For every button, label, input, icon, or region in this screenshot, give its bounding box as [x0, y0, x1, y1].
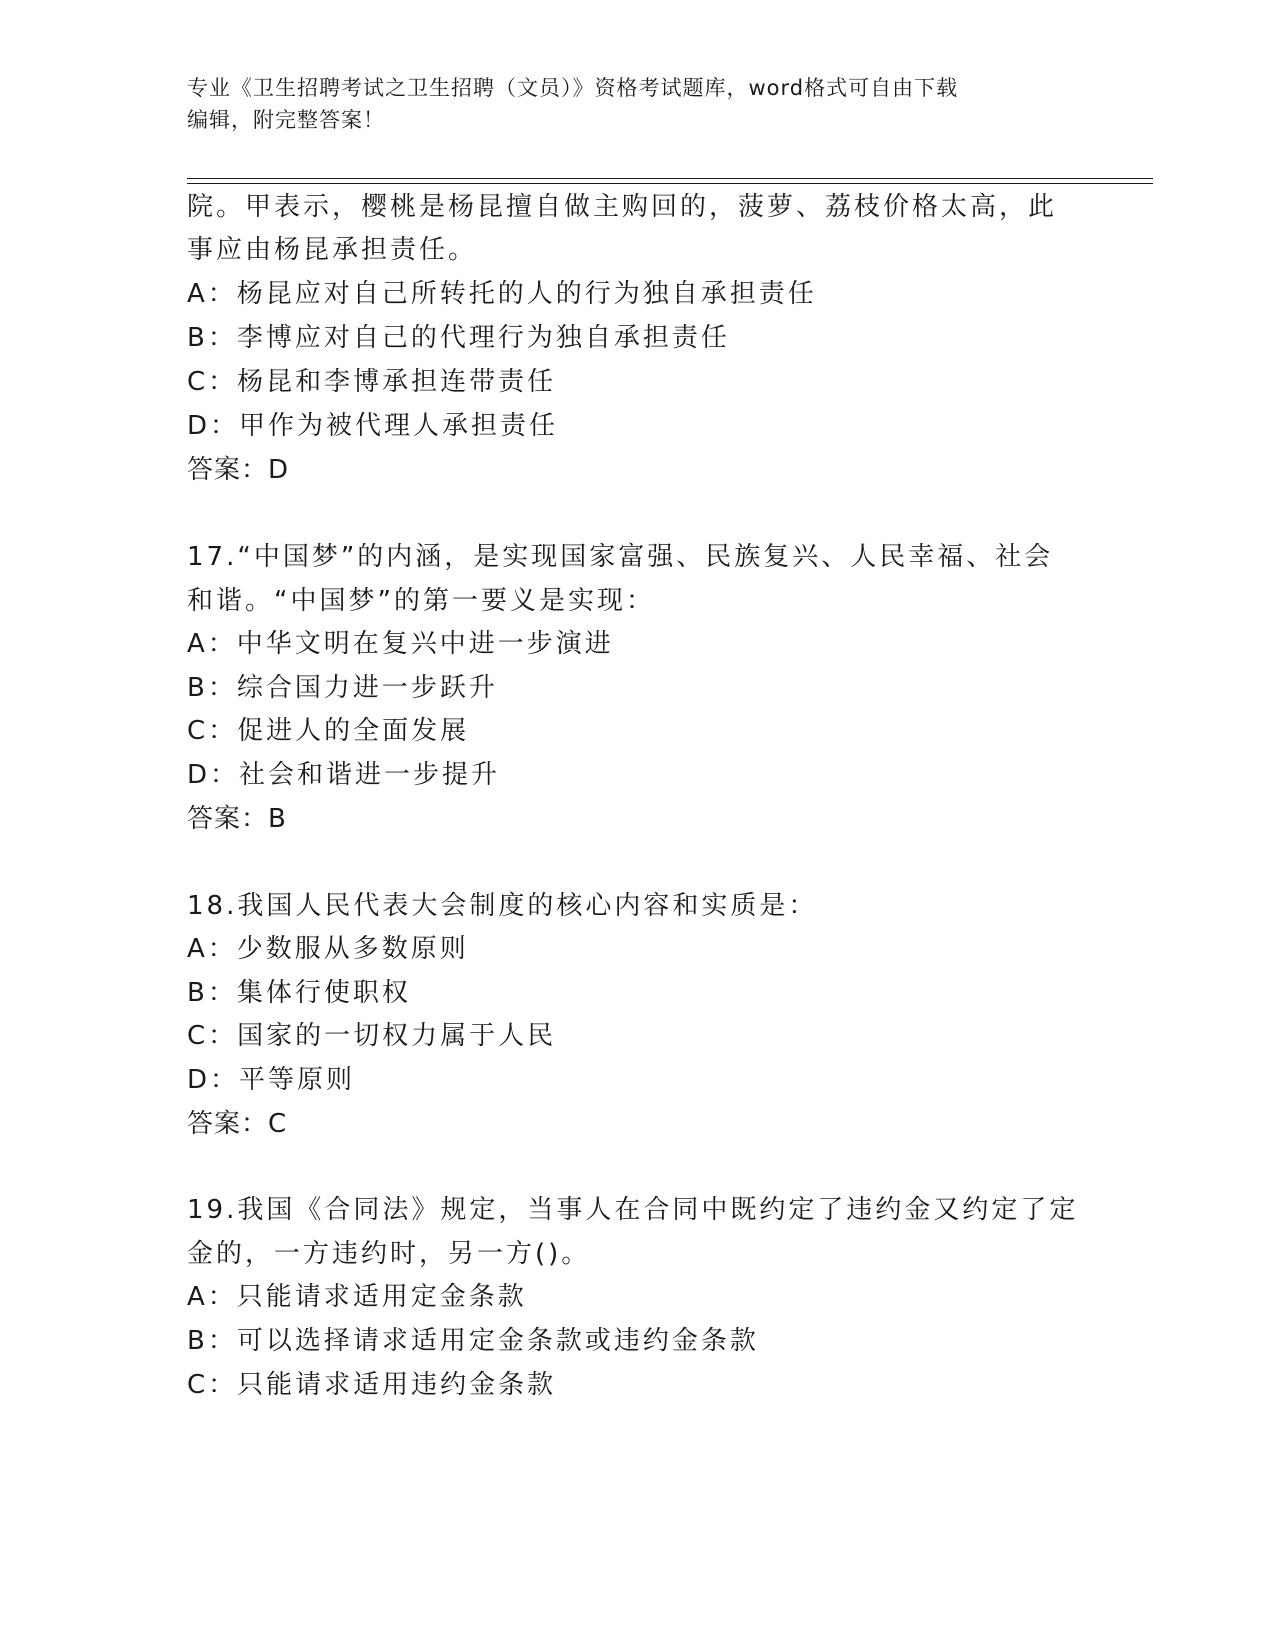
q19-text-line-2: 金的，一方违约时，另一方()。: [187, 1239, 591, 1269]
header-divider-bottom: [187, 183, 1153, 184]
q18-option-b: B：集体行使职权: [187, 978, 411, 1008]
q18-option-c: C：国家的一切权力属于人民: [187, 1021, 557, 1051]
q17-option-d: D：社会和谐进一步提升: [187, 760, 501, 790]
q18-text-line-1: 18.我国人民代表大会制度的核心内容和实质是：: [187, 891, 818, 921]
document-header: [187, 72, 1087, 136]
q16-text-line-1: 院。甲表示，樱桃是杨昆擅自做主购回的，菠萝、荔枝价格太高，此: [187, 192, 1058, 222]
q18-answer: 答案：C: [187, 1109, 288, 1139]
q19-option-a: A：只能请求适用定金条款: [187, 1282, 527, 1312]
q19-option-b: B：可以选择请求适用定金条款或违约金条款: [187, 1326, 759, 1356]
header-line-1: 专业《卫生招聘考试之卫生招聘（文员）》资格考试题库，word格式可自由下载: [187, 76, 959, 100]
q19-text-line-1: 19.我国《合同法》规定，当事人在合同中既约定了违约金又约定了定: [187, 1195, 1079, 1225]
q17-text-line-2: 和谐。“中国梦”的第一要义是实现：: [187, 586, 655, 616]
q16-text-line-2: 事应由杨昆承担责任。: [187, 235, 478, 265]
q19-option-c: C：只能请求适用违约金条款: [187, 1370, 557, 1400]
q16-option-d: D：甲作为被代理人承担责任: [187, 411, 559, 441]
q18-option-a: A：少数服从多数原则: [187, 934, 469, 964]
header-divider-top: [187, 178, 1153, 179]
q17-option-b: B：综合国力进一步跃升: [187, 673, 498, 703]
header-line-2: 编辑，附完整答案！: [187, 108, 385, 132]
q16-option-c: C：杨昆和李博承担连带责任: [187, 367, 557, 397]
q16-option-b: B：李博应对自己的代理行为独自承担责任: [187, 323, 730, 353]
q17-text-line-1: 17.“中国梦”的内涵，是实现国家富强、民族复兴、人民幸福、社会: [187, 542, 1054, 572]
q16-option-a: A：杨昆应对自己所转托的人的行为独自承担责任: [187, 279, 817, 309]
q17-option-a: A：中华文明在复兴中进一步演进: [187, 629, 614, 659]
q17-answer: 答案：B: [187, 804, 287, 834]
q16-answer: 答案：D: [187, 455, 290, 485]
q18-option-d: D：平等原则: [187, 1065, 356, 1095]
q17-option-c: C：促进人的全面发展: [187, 716, 470, 746]
